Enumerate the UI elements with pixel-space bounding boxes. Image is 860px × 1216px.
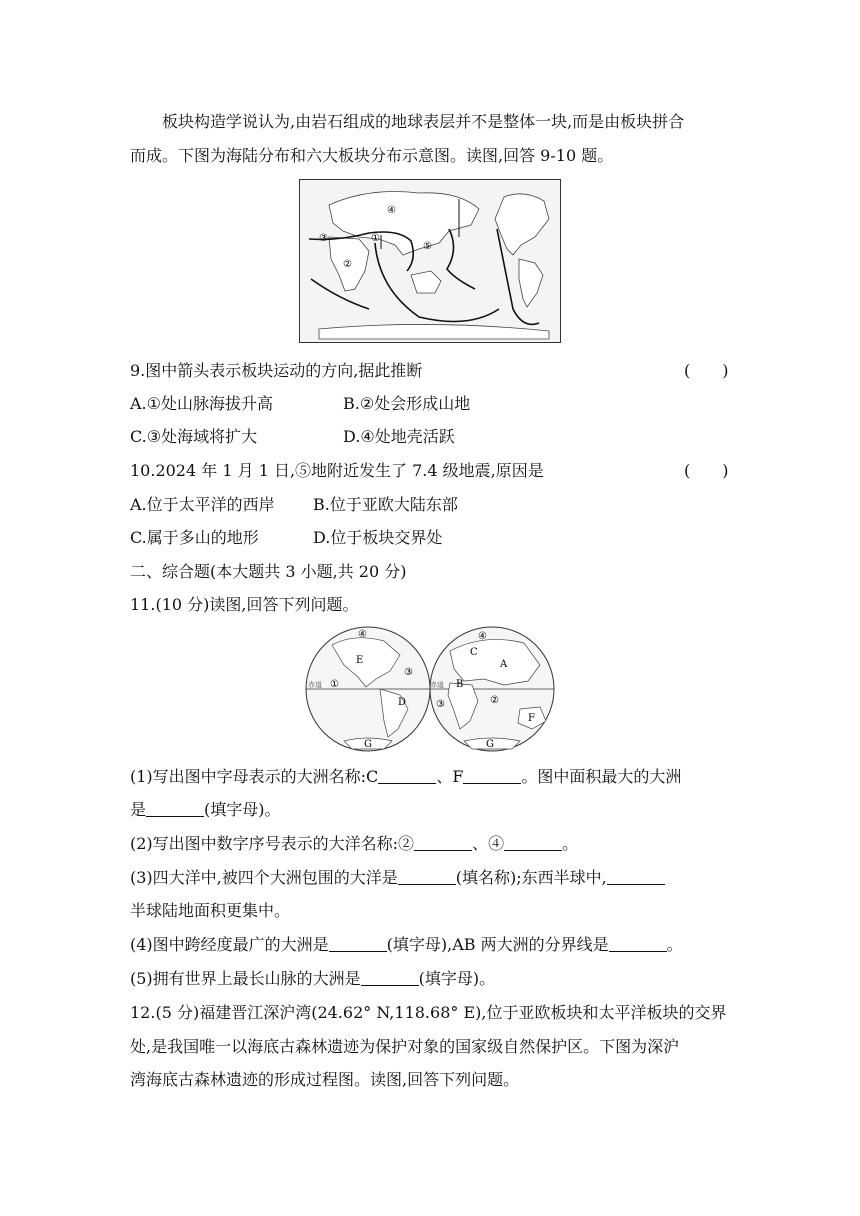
q12-line-2: 处,是我国唯一以海底古森林遗迹为保护对象的国家级自然保护区。下图为深沪 [130, 1037, 680, 1056]
q11-blank-largest[interactable] [146, 800, 204, 817]
q11-p2-text-a: (2)写出图中数字序号表示的大洋名称:② [130, 834, 415, 853]
q9-option-a[interactable]: A.①处山脉海拔升高 [130, 394, 273, 413]
q11-blank-ocean-4[interactable] [504, 834, 562, 851]
plate-label-1: ① [371, 233, 380, 244]
east-label-F: F [528, 713, 535, 724]
west-label-1: ① [330, 679, 339, 690]
q11-p4-text-a: (4)图中跨经度最广的大洲是 [130, 935, 329, 954]
q11-p1-text-c: 。图中面积最大的大洲 [521, 767, 682, 786]
q11-p2-text-c: 。 [562, 834, 579, 853]
q11-blank-widest[interactable] [329, 935, 387, 952]
q11-blank-c[interactable] [378, 767, 436, 784]
q9-answer-paren[interactable]: ( ) [684, 361, 729, 380]
plate-map [299, 179, 561, 343]
east-label-2: ② [490, 695, 499, 706]
q9-option-c[interactable]: C.③处海域将扩大 [130, 427, 258, 446]
q11-blank-f[interactable] [463, 767, 521, 784]
q9-option-b[interactable]: B.②处会形成山地 [343, 394, 471, 413]
q11-blank-ocean-2[interactable] [414, 834, 472, 851]
east-label-C: C [470, 647, 478, 658]
q10-option-d[interactable]: D.位于板块交界处 [313, 528, 443, 547]
q11-p1-text-e: (填字母)。 [204, 800, 281, 819]
east-label-B: B [456, 679, 464, 690]
q9-option-d[interactable]: D.④处地壳活跃 [343, 427, 455, 446]
q11-p2-text-b: 、④ [472, 834, 505, 853]
hemisphere-map [304, 625, 556, 753]
q11-p1-text-b: 、F [436, 767, 464, 786]
hemisphere-equator-label-east: 赤道 [430, 681, 444, 689]
q11-blank-boundary[interactable] [609, 935, 667, 952]
q11-part-3 [130, 867, 665, 889]
q11-p5-text-a: (5)拥有世界上最长山脉的大洲是 [130, 969, 361, 988]
east-label-G: G [486, 739, 494, 750]
q10-option-b[interactable]: B.位于亚欧大陆东部 [313, 495, 458, 514]
q11-p3-text-b: (填名称);东西半球中, [455, 868, 607, 887]
q11-part-1-cont [130, 799, 281, 821]
east-label-3: ③ [436, 699, 445, 710]
q11-part-4 [130, 934, 683, 956]
plate-label-3: ③ [319, 233, 328, 244]
q11-part-5 [130, 968, 495, 990]
west-label-3: ③ [404, 667, 413, 678]
plate-label-5: ⑤ [423, 241, 432, 252]
west-label-E: E [356, 655, 364, 666]
plate-label-4: ④ [387, 205, 396, 216]
q11-part-1 [130, 766, 681, 788]
q10-option-a[interactable]: A.位于太平洋的西岸 [130, 495, 275, 514]
q10-answer-paren[interactable]: ( ) [684, 461, 729, 480]
q12-line-3: 湾海底古森林遗迹的形成过程图。读图,回答下列问题。 [130, 1070, 520, 1089]
west-label-G: G [364, 739, 372, 750]
q11-blank-hemisphere[interactable] [607, 868, 665, 885]
q11-p5-text-b: (填字母)。 [418, 969, 496, 988]
q9-stem: 9.图中箭头表示板块运动的方向,据此推断 [130, 361, 423, 380]
q11-p4-text-c: 。 [666, 935, 683, 954]
q12-line-1: 12.(5 分)福建晋江深沪湾(24.62° N,118.68° E),位于亚欧板块和太平洋板块的交界 [130, 1003, 727, 1022]
hemisphere-equator-label: 赤道 [308, 681, 322, 689]
east-label-A: A [500, 659, 508, 670]
west-label-4: ④ [358, 629, 367, 640]
q11-p1-text-a: (1)写出图中字母表示的大洲名称:C [130, 767, 379, 786]
plate-label-2: ② [343, 259, 352, 270]
east-label-4: ④ [478, 631, 487, 642]
q11-p3-text-a: (3)四大洋中,被四个大洲包围的大洋是 [130, 868, 398, 887]
q11-part-2 [130, 833, 578, 855]
q11-p4-text-b: (填字母),AB 两大洲的分界线是 [386, 935, 609, 954]
q11-stem: 11.(10 分)读图,回答下列问题。 [130, 595, 359, 614]
q11-blank-mountains[interactable] [361, 969, 419, 986]
intro-line-2: 而成。下图为海陆分布和六大板块分布示意图。读图,回答 9-10 题。 [130, 146, 614, 165]
q11-part-3-cont: 半球陆地面积更集中。 [130, 901, 291, 920]
section-2-heading: 二、综合题(本大题共 3 小题,共 20 分) [130, 562, 407, 581]
q11-p1-text-d: 是 [130, 800, 147, 819]
west-label-D: D [398, 697, 407, 708]
q10-option-c[interactable]: C.属于多山的地形 [130, 528, 259, 547]
intro-line-1: 板块构造学说认为,由岩石组成的地球表层并不是整体一块,而是由板块拼合 [162, 112, 685, 131]
q10-stem: 10.2024 年 1 月 1 日,⑤地附近发生了 7.4 级地震,原因是 [130, 461, 544, 480]
q11-blank-ocean-name[interactable] [398, 868, 456, 885]
